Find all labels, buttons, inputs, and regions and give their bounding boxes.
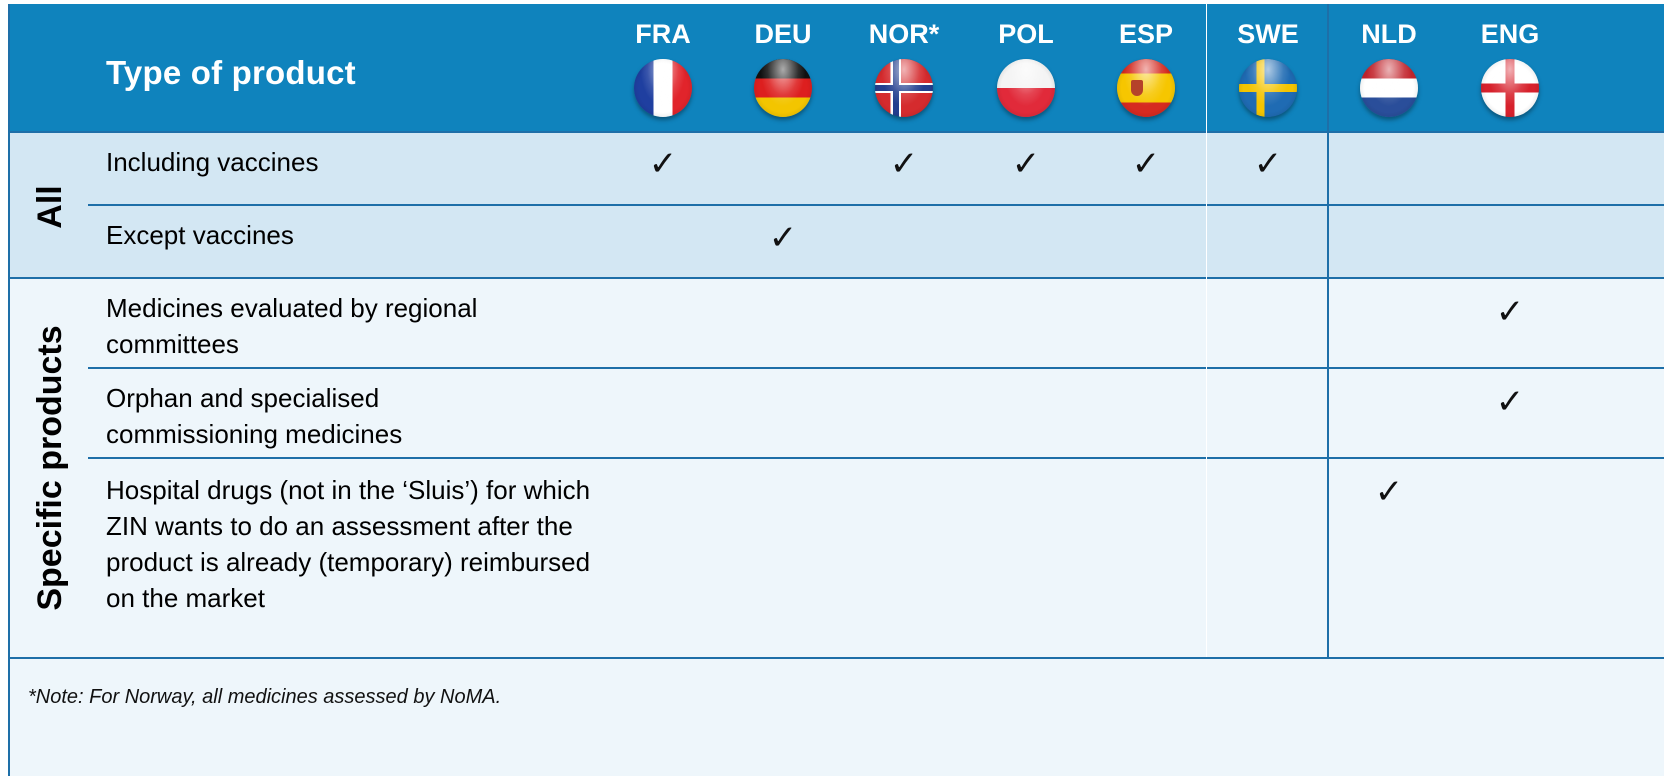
table-left-border [8,4,10,776]
row-label: Including vaccines [106,147,319,177]
country-code: NLD [1361,19,1417,49]
country-code: FRA [635,19,691,49]
country-code: NOR* [868,19,940,49]
netherlands-flag-icon [1360,59,1418,117]
check-mark-icon: ✓ [1131,144,1161,184]
country-code: POL [998,19,1054,49]
check-mark-icon: ✓ [1011,144,1041,184]
group-label-all: All [31,185,69,229]
france-flag-icon [634,59,692,117]
sweden-flag-icon [1239,59,1297,117]
column-header-nor [843,4,965,117]
country-code: ENG [1480,19,1540,49]
column-header-esp [1085,4,1207,117]
check-mark-icon: ✓ [1495,292,1525,332]
type-of-product-heading: Type of product [106,54,356,91]
check-mark-icon: ✓ [889,144,919,184]
column-header-swe [1207,4,1329,117]
check-mark-icon: ✓ [1374,472,1404,512]
row-divider [8,657,1664,659]
row-divider [88,457,1664,459]
row-divider [88,204,1664,206]
column-divider [1206,4,1207,657]
column-header-pol [965,4,1087,117]
footnote: *Note: For Norway, all medicines assessed by NoMA. [28,686,502,708]
product-table [8,4,1664,776]
row-label: Hospital drugs (not in the ‘Sluis’) for which ZIN wants to do an assessment after the product is already (temporary) reimbursed on the market [106,475,591,613]
check-mark-icon: ✓ [1253,144,1283,184]
row-label: Except vaccines [106,220,294,250]
note-band [8,658,1664,776]
group-label-specific-products: Specific products [31,325,69,611]
column-divider [1327,4,1329,659]
spain-emblem-icon [1131,80,1143,96]
norway-flag-icon [875,59,933,117]
country-code: DEU [754,19,812,49]
column-header-eng [1449,4,1571,117]
check-mark-icon: ✓ [648,144,678,184]
germany-flag-icon [754,59,812,117]
check-mark-icon: ✓ [768,218,798,258]
row-divider [8,277,1664,279]
country-code: ESP [1118,19,1174,49]
check-mark-icon: ✓ [1495,382,1525,422]
row-divider [88,367,1664,369]
poland-flag-icon [997,59,1055,117]
column-header-deu [722,4,844,117]
row-divider [8,131,1664,133]
spain-flag-icon [1117,59,1175,117]
row-label: Orphan and specialised commissioning medicines [106,383,403,449]
country-code: SWE [1237,19,1299,49]
column-header-fra [602,4,724,117]
england-flag-icon [1481,59,1539,117]
row-label: Medicines evaluated by regional committees [106,293,478,359]
column-header-nld [1328,4,1450,117]
